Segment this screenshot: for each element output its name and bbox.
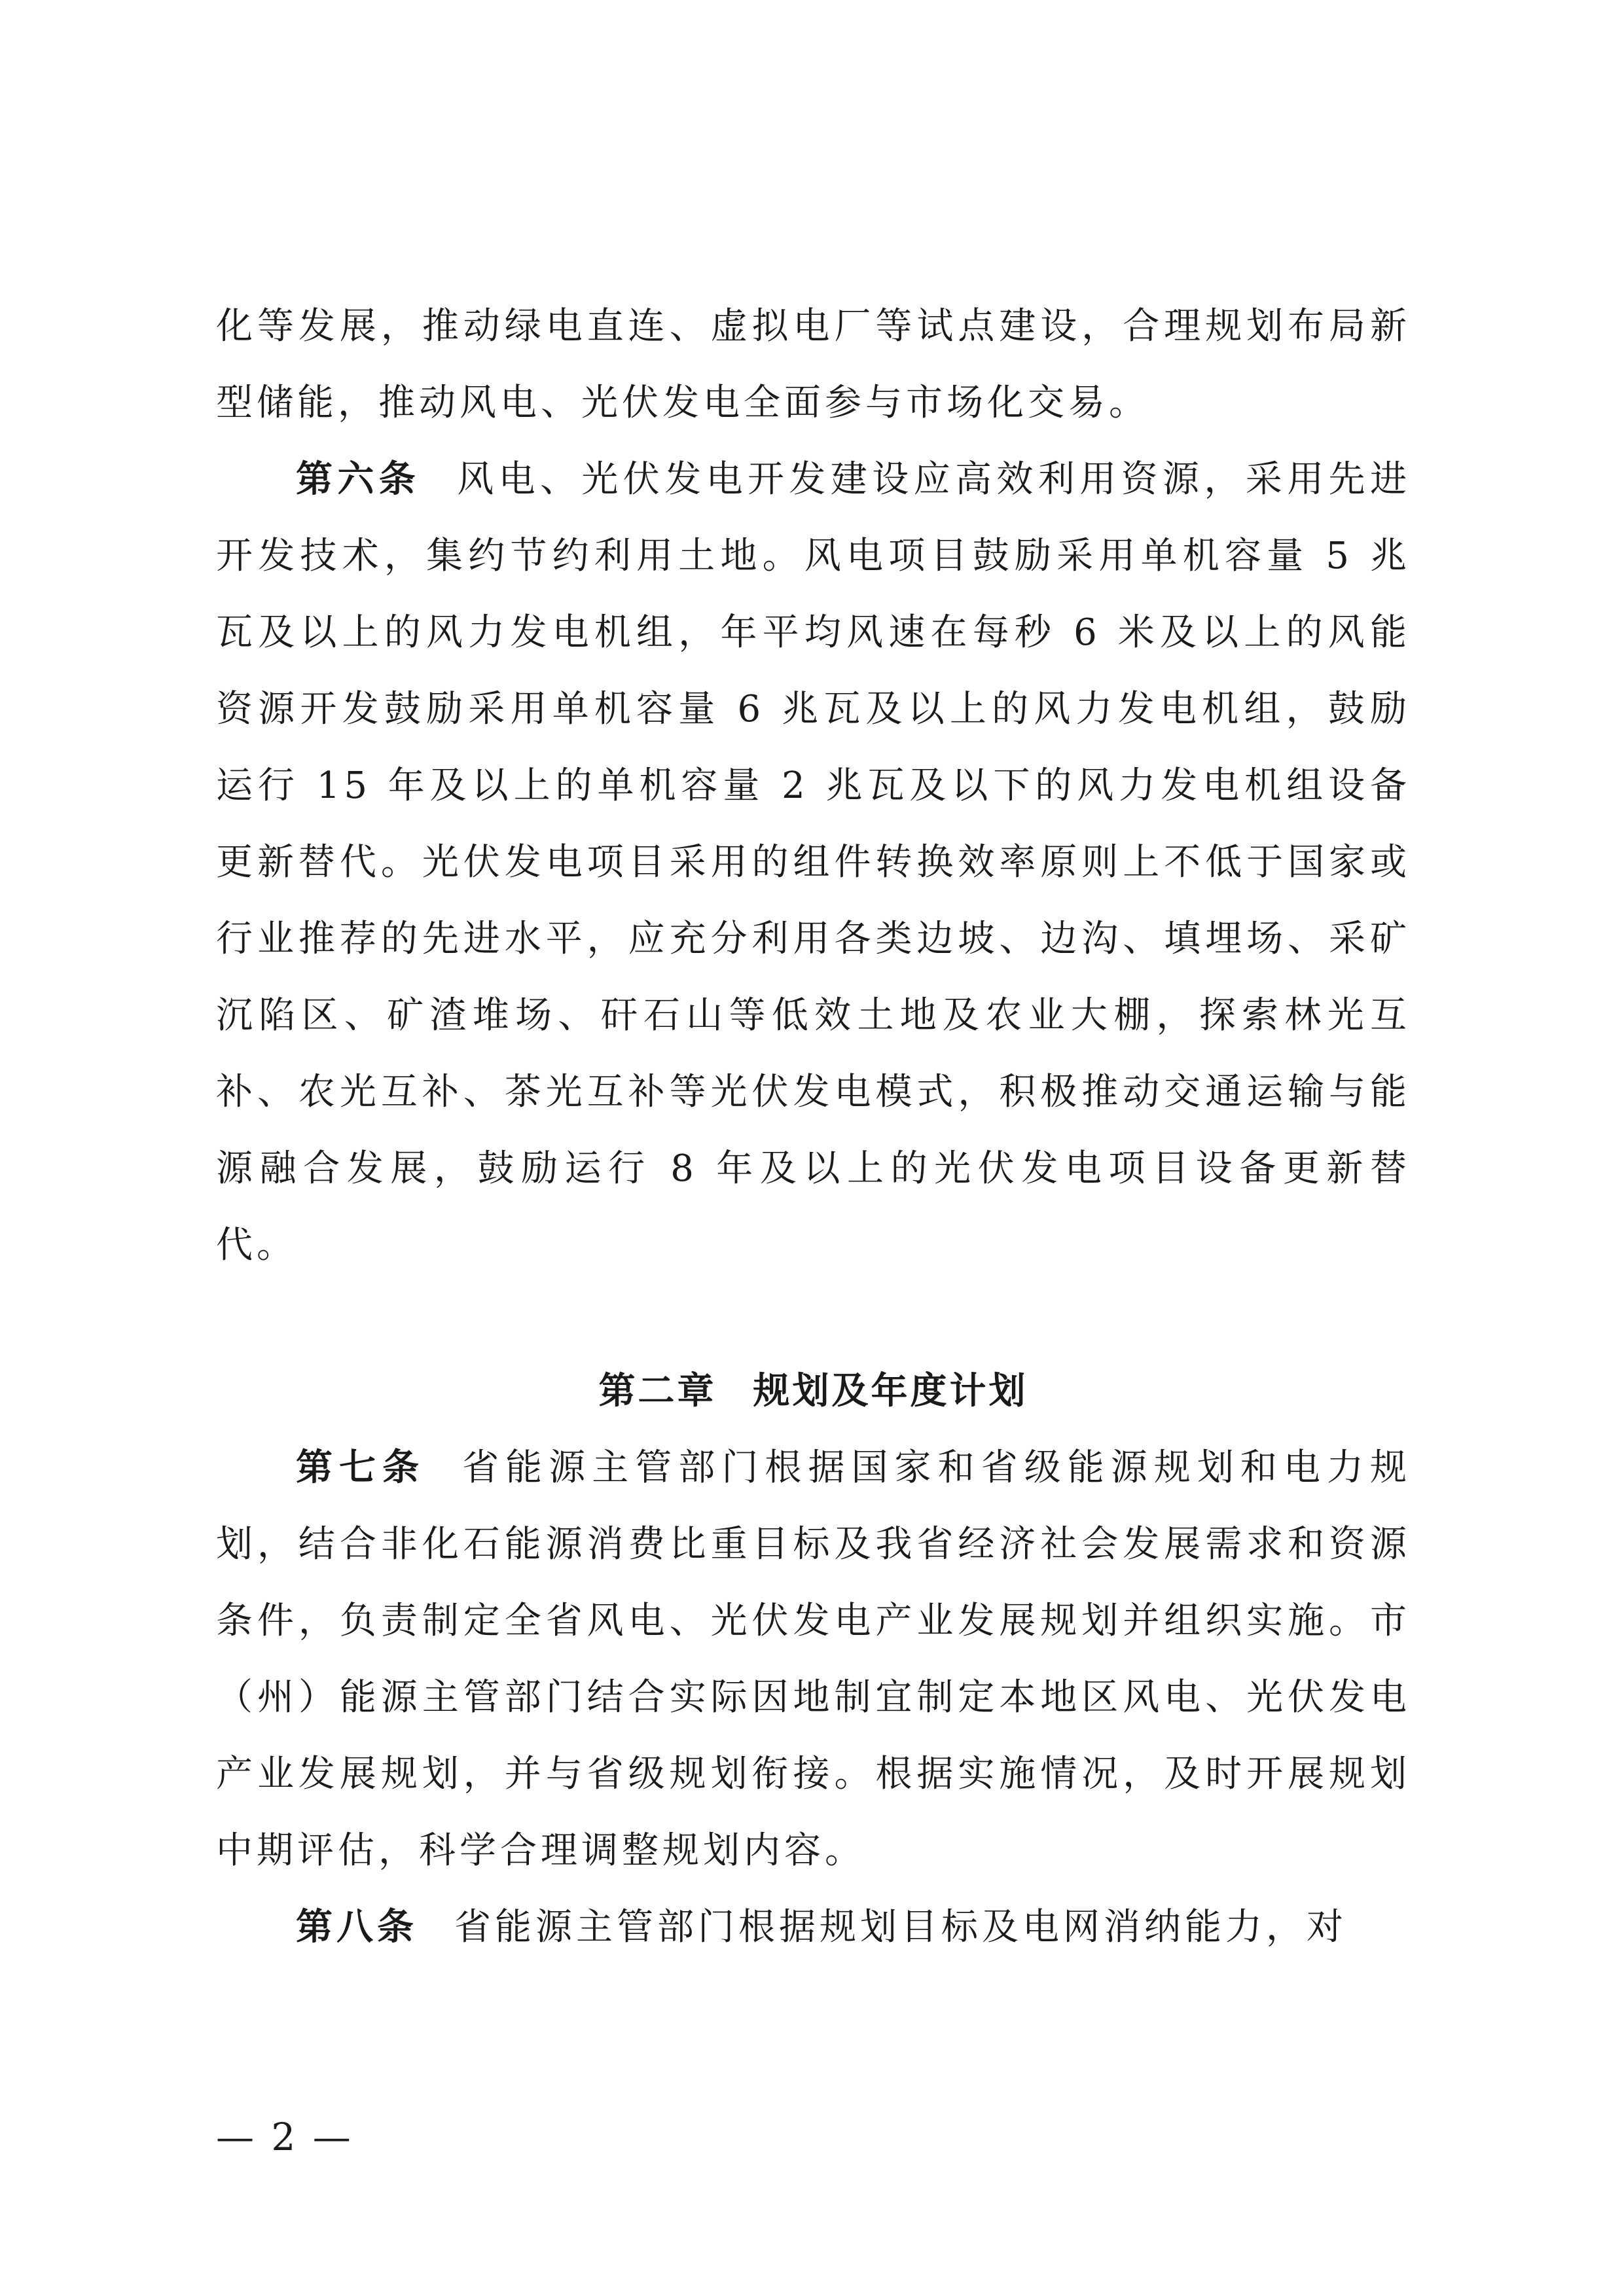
article-7 xyxy=(216,1429,1411,1889)
article-8 xyxy=(216,1889,1411,1965)
body-text xyxy=(216,288,1411,1965)
article-8-label: 第八条 xyxy=(296,1906,418,1948)
article-6-label: 第六条 xyxy=(296,458,421,501)
article-7-label: 第七条 xyxy=(296,1446,426,1489)
chapter-2-heading xyxy=(216,1353,1411,1429)
chapter-2-title: 规划及年度计划 xyxy=(753,1370,1028,1412)
paragraph-continuation: 化等发展，推动绿电直连、虚拟电厂等试点建设，合理规划布局新型储能，推动风电、光伏发电全面参与市场化交易。 xyxy=(216,305,1411,424)
article-8-text: 省能源主管部门根据规划目标及电网消纳能力，对 xyxy=(454,1906,1347,1948)
chapter-2-number: 第二章 xyxy=(598,1370,717,1412)
article-6 xyxy=(216,441,1411,1283)
article-6-text: 风电、光伏发电开发建设应高效利用资源，采用先进开发技术，集约节约利用土地。风电项目鼓励采用单机容量 5 兆瓦及以上的风力发电机组，年平均风速在每秒 6 米及以上的风能资源开发鼓励采用单机容量 6 兆瓦及以上的风力发电机组，鼓励运行 15 年及以上的单机容量 2 兆瓦及以下的风力发电机组设备更新替代。光伏发电项目采用的组件转换效率原则上不低于国家或行业推荐的先进水平，应充分利用各类边坡、边沟、填埋场、采矿沉陷区、矿渣堆场、矸石山等低效土地及农业大棚，探索林光互补、农光互补、茶光互补等光伏发电模式，积极推动交通运输与能源融合发展，鼓励运行 8 年及以上的光伏发电项目设备更新替代。 xyxy=(216,458,1411,1266)
page-number: — 2 — xyxy=(216,2115,353,2159)
article-7-text: 省能源主管部门根据国家和省级能源规划和电力规划，结合非化石能源消费比重目标及我省经济社会发展需求和资源条件，负责制定全省风电、光伏发电产业发展规划并组织实施。市（州）能源主管部门结合实际因地制宜制定本地区风电、光伏发电产业发展规划，并与省级规划衔接。根据实施情况，及时开展规划中期评估，科学合理调整规划内容。 xyxy=(216,1446,1411,1872)
